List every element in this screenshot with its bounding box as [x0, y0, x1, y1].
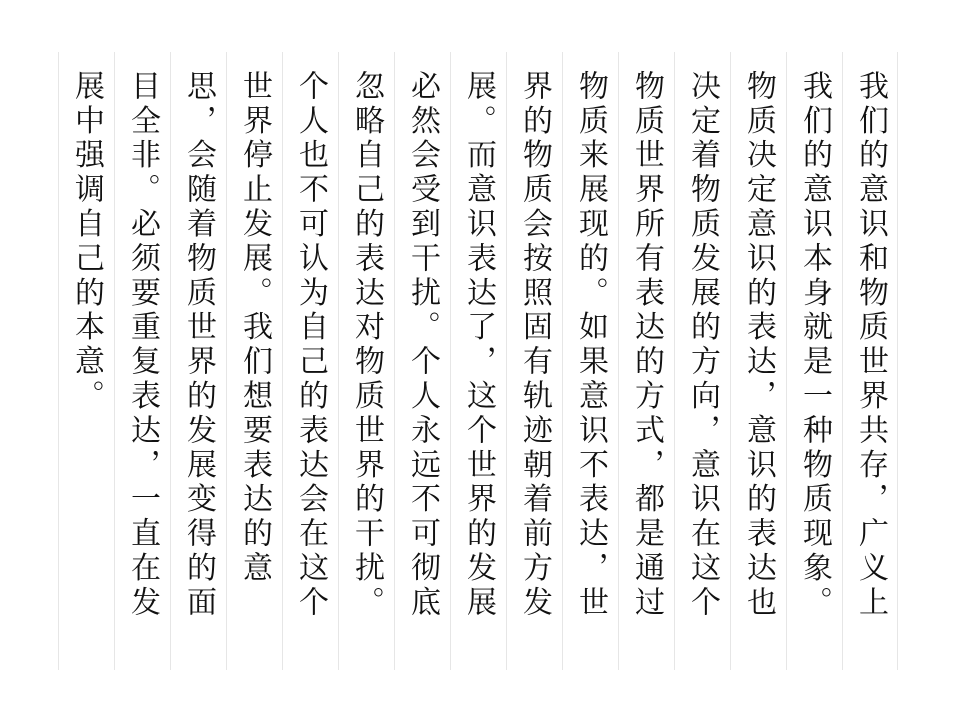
- text-column-content: 展。而意识表达了，这个世界的发展: [461, 70, 496, 621]
- text-column-15: [58, 52, 114, 670]
- text-column-13: [170, 52, 226, 670]
- text-column-5: [618, 52, 674, 670]
- text-column-8: [450, 52, 506, 670]
- text-column-3: [730, 52, 786, 670]
- text-column-10: [338, 52, 394, 670]
- text-column-14: [114, 52, 170, 670]
- text-column-content: 忽略自己的表达对物质世界的干扰。: [349, 70, 384, 621]
- text-column-6: [562, 52, 618, 670]
- text-column-content: 思，会随着物质世界的发展变得的面: [181, 70, 216, 621]
- text-column-1: [842, 52, 898, 670]
- text-column-content: 目全非。必须要重复表达，一直在发: [125, 70, 160, 621]
- text-column-7: [506, 52, 562, 670]
- text-column-9: [394, 52, 450, 670]
- text-column-4: [674, 52, 730, 670]
- text-column-11: [282, 52, 338, 670]
- text-column-content: 物质决定意识的表达，意识的表达也: [741, 70, 776, 621]
- text-column-2: [786, 52, 842, 670]
- text-column-content: 必然会受到干扰。个人永远不可彻底: [405, 70, 440, 621]
- text-column-content: 界的物质会按照固有轨迹朝着前方发: [517, 70, 552, 621]
- text-column-content: 世界停止发展。我们想要表达的意: [237, 70, 272, 586]
- text-column-content: 物质来展现的。如果意识不表达，世: [573, 70, 608, 621]
- text-column-content: 物质世界所有表达的方式，都是通过: [629, 70, 664, 621]
- text-column-12: [226, 52, 282, 670]
- text-column-content: 我们的意识本身就是一种物质现象。: [797, 70, 832, 621]
- text-column-content: 展中强调自己的本意。: [69, 70, 104, 414]
- text-column-content: 个人也不可认为自己的表达会在这个: [293, 70, 328, 621]
- vertical-text-columns: [58, 52, 898, 670]
- text-column-content: 我们的意识和物质世界共存，广义上: [853, 70, 888, 621]
- text-column-content: 决定着物质发展的方向，意识在这个: [685, 70, 720, 621]
